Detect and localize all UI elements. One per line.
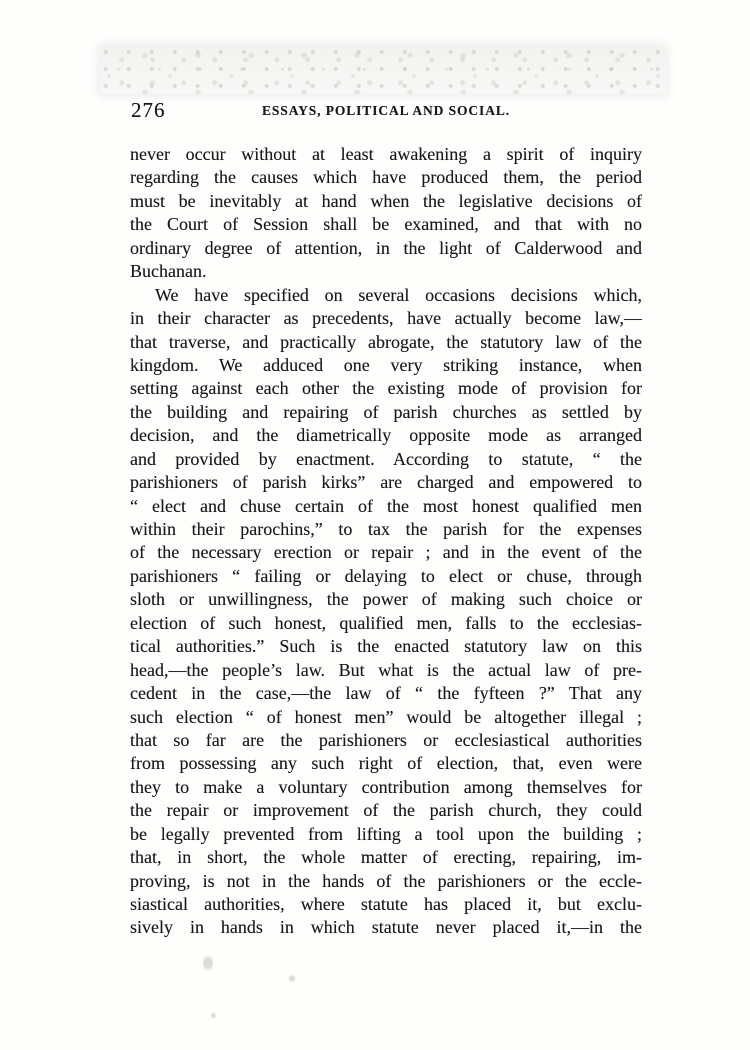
text-line: “ elect and chuse certain of the most honest qualified men (130, 495, 642, 516)
text-line: the building and repairing of parish churches as settled by (130, 401, 642, 422)
text-line: the repair or improvement of the parish church, they could (130, 800, 642, 821)
text-line: be legally prevented from lifting a tool upon the building ; (130, 823, 642, 844)
text-line: proving, is not in the hands of the parishioners or the eccle- (130, 870, 642, 891)
text-line: parishioners of parish kirks” are charged and empowered to (130, 472, 642, 493)
text-line: the Court of Session shall be examined, and that with no (130, 214, 642, 235)
text-line: head,—the people’s law. But what is the actual law of pre- (130, 659, 642, 680)
page-body (130, 143, 642, 940)
text-line: from possessing any such right of election, that, even were (130, 753, 642, 774)
text-line: siastical authorities, where statute has placed it, but exclu- (130, 894, 642, 914)
text-line: within their parochins,” to tax the parish for the expenses (130, 519, 642, 539)
text-line: Buchanan. (130, 261, 207, 282)
text-line: sloth or unwillingness, the power of making such choice or (130, 589, 642, 610)
text-line: never occur without at least awakening a spirit of inquiry (130, 144, 642, 164)
text-line: parishioners “ failing or delaying to elect or chuse, through (130, 565, 642, 586)
scan-noise-band (100, 46, 666, 94)
text-line: that, in short, the whole matter of erecting, repairing, im- (130, 847, 642, 868)
text-line: of the necessary erection or repair ; and in the event of the (130, 542, 642, 563)
text-line: must be inevitably at hand when the legislative decisions of (130, 190, 642, 211)
text-line: sively in hands in which statute never placed it,—in the (130, 917, 642, 938)
text-line: that traverse, and practically abrogate, the statutory law of the (130, 331, 642, 352)
running-title: ESSAYS, POLITICAL AND SOCIAL. (261, 102, 511, 118)
text-line: setting against each other the existing mode of provision for (130, 378, 642, 399)
text-line: decision, and the diametrically opposite mode as arranged (130, 425, 642, 446)
scan-smudge (288, 974, 296, 983)
text-line: they to make a voluntary contribution among themselves for (130, 776, 642, 797)
text-line: kingdom. We adduced one very striking instance, when (130, 354, 642, 375)
text-line: We have specified on several occasions decisions which, (155, 284, 642, 305)
text-line: ordinary degree of attention, in the light of Calderwood and (130, 237, 642, 258)
paragraph (130, 143, 642, 284)
page-number: 276 (131, 98, 166, 122)
scan-smudge (210, 1012, 217, 1019)
text-line: regarding the causes which have produced them, the period (130, 167, 642, 188)
text-line: cedent in the case,—the law of “ the fyfteen ?” That any (130, 683, 642, 704)
text-line: such election “ of honest men” would be altogether illegal ; (130, 706, 642, 727)
text-line: in their character as precedents, have actually become law,— (130, 308, 642, 329)
text-line: that so far are the parishioners or ecclesiastical authorities (130, 729, 642, 750)
paragraph (130, 284, 642, 940)
page-header (130, 98, 642, 126)
scan-smudge (203, 952, 213, 974)
text-line: tical authorities.” Such is the enacted statutory law on this (130, 636, 642, 657)
text-line: and provided by enactment. According to statute, “ the (130, 448, 642, 469)
text-line: election of such honest, qualified men, falls to the ecclesias- (130, 612, 642, 633)
